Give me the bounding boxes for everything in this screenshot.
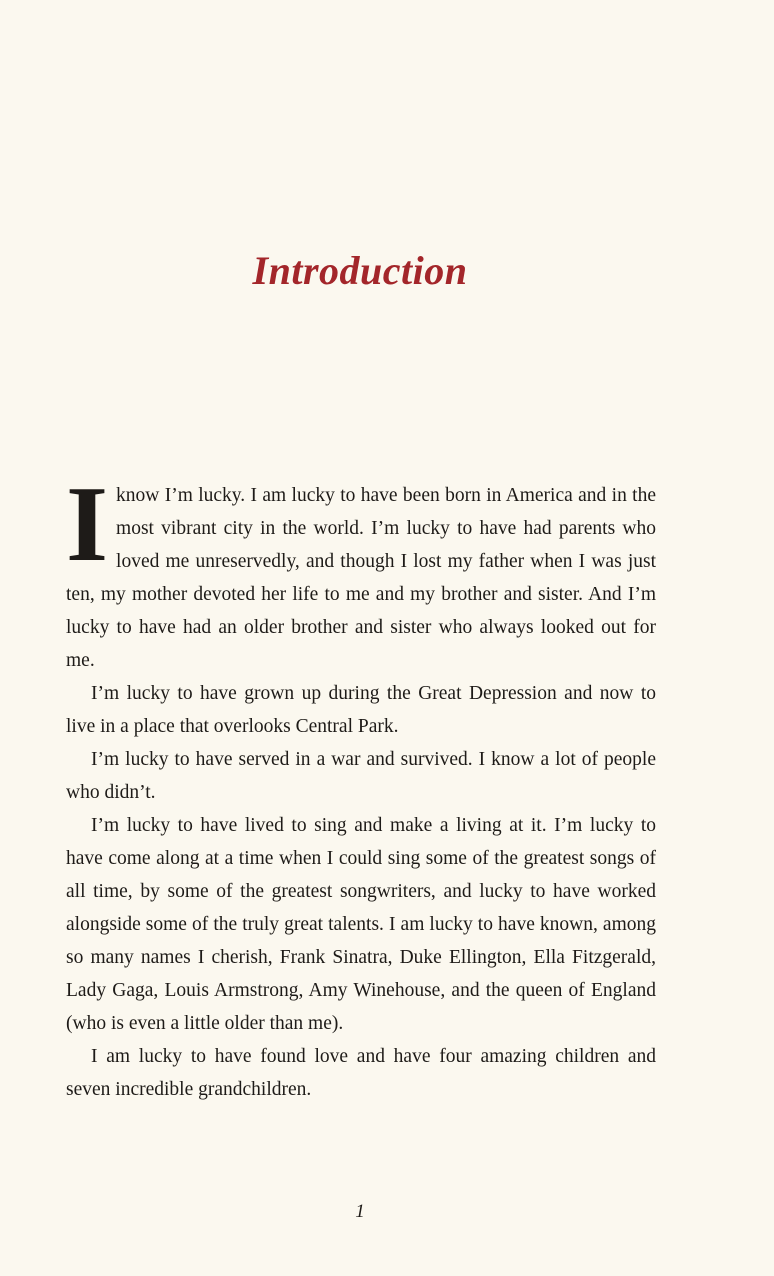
paragraph-1-text: know I’m lucky. I am lucky to have been born in America and in the most vibrant city in the world. I’m lucky to have had parents who loved me unreservedly, and though I lost my father when I was just ten, my mother devoted her life to me and my brother and sister. And I’m lucky to have had an older brother and sister who always looked out for me.: [66, 485, 656, 671]
paragraph-5: I am lucky to have found love and have four amazing children and seven incredible grandchildren.: [66, 1046, 656, 1100]
paragraph-1: [66, 465, 656, 677]
drop-cap: I: [66, 465, 109, 584]
paragraph-4: I’m lucky to have lived to sing and make a living at it. I’m lucky to have come along at a time when I could sing some of the greatest songs of all time, by some of the greatest songwriters, and lucky to have worked alongside some of the truly great talents. I am lucky to have known, among so many names I cherish, Frank Sinatra, Duke Ellington, Ella Fitzgerald, Lady Gaga, Louis Armstrong, Amy Winehouse, and the queen of England (who is even a little older than me).: [66, 815, 656, 1034]
body-text: [66, 465, 656, 1106]
paragraph-3: I’m lucky to have served in a war and survived. I know a lot of people who didn’t.: [66, 749, 656, 803]
chapter-title: Introduction: [252, 247, 468, 293]
paragraph-2: I’m lucky to have grown up during the Great Depression and now to live in a place that overlooks Central Park.: [66, 683, 656, 737]
page-number: 1: [355, 1201, 365, 1222]
